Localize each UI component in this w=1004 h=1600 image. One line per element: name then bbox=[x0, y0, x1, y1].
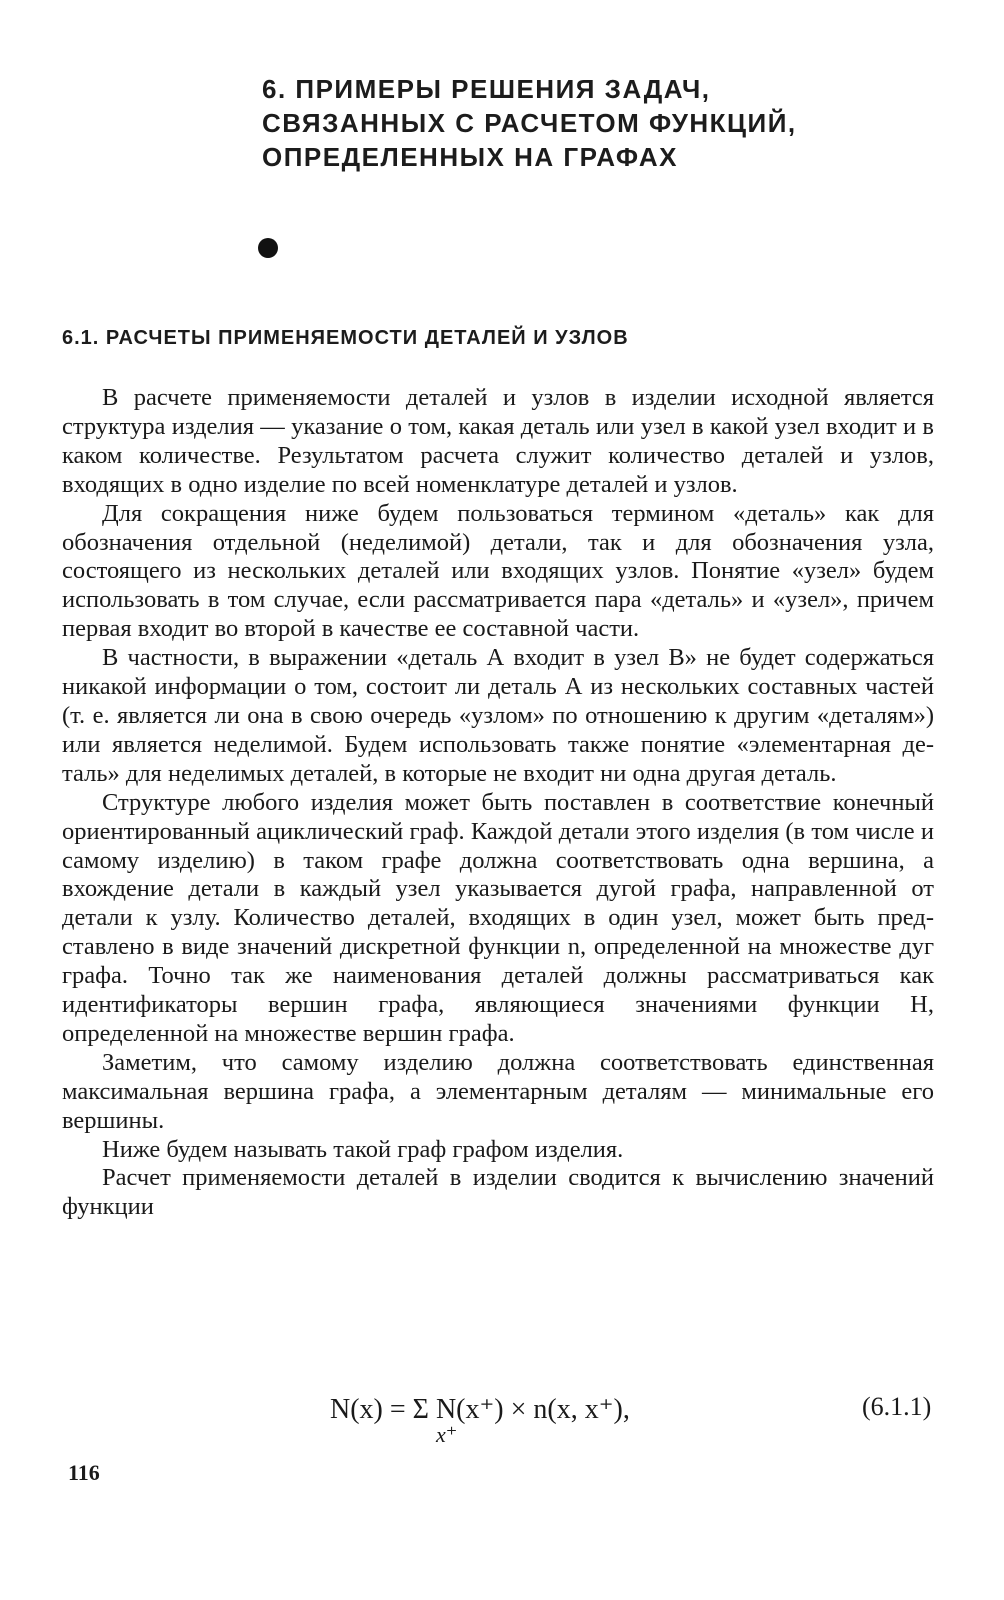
chapter-title-line-3: ОПРЕДЕЛЕННЫХ НА ГРАФАХ bbox=[262, 142, 678, 172]
body-text bbox=[62, 384, 934, 1222]
section-heading: 6.1. РАСЧЕТЫ ПРИМЕНЯЕМОСТИ ДЕТАЛЕЙ И УЗЛОВ bbox=[62, 327, 629, 349]
equation-sum-subscript: x⁺ bbox=[436, 1422, 458, 1447]
paragraph: В частности, в выражении «деталь А входит в узел В» не будет содержаться никакой информации о том, состоит ли деталь А из нескольких составных частей (т. е. является ли она в свою очередь «узлом» по отношению к другим «деталям») или является неделимой. Будем использовать также понятие «элементарная деталь» для неделимых деталей, в которые не входит ни одна другая деталь. bbox=[62, 644, 934, 787]
bullet-dot-icon bbox=[258, 238, 278, 258]
chapter-title-line-1: 6. ПРИМЕРЫ РЕШЕНИЯ ЗАДАЧ, bbox=[262, 74, 711, 104]
paragraph: Для сокращения ниже будем пользоваться термином «деталь» как для обозначения отдельной (неделимой) детали, так и для обозначения узла, состоящего из нескольких деталей или входящих узлов. Понятие «узел» будем использовать в том случае, если рассматривается пара «деталь» и «узел», причем первая входит во второй в качестве ее составной части. bbox=[62, 499, 934, 643]
equation-formula: N(x) = Σ N(x⁺) × n(x, x⁺), bbox=[330, 1394, 630, 1425]
paragraph: В расчете применяемости деталей и узлов в изделии исходной является структура изделия — указание о том, какая деталь или узел в какой узел входит и в каком количестве. Результатом расчета служит количество деталей и узлов, входящих в одно изделие по всей номенклатуре деталей и узлов. bbox=[62, 384, 934, 498]
paragraph: Заметим, что самому изделию должна соответствовать единственная максимальная вершина графа, а элементарным деталям — минимальные его вершины. bbox=[62, 1048, 934, 1134]
chapter-title bbox=[262, 72, 822, 174]
paragraph: Расчет применяемости деталей в изделии сводится к вычислению значений функции bbox=[62, 1164, 934, 1221]
paragraph: Структуре любого изделия может быть поставлен в соответствие конечный ориентированный ациклический граф. Каждой детали этого изделия (в том числе и самому изделию) в таком графе должна соответствовать одна вершина, а вхождение детали в каждый узел указывается дугой графа, направленной от детали к узлу. Количество деталей, входящих в один узел, может быть представлено в виде значений дискретной функции n, определенной на множестве дуг графа. Точно так же наименования деталей должны рассматриваться как идентификаторы вершин графа, являющиеся значениями функции H, определенной на множестве вершин графа. bbox=[62, 788, 934, 1047]
equation-number: (6.1.1) bbox=[862, 1392, 932, 1421]
paragraph: Ниже будем называть такой граф графом изделия. bbox=[102, 1135, 624, 1163]
equation-6-1-1 bbox=[0, 1392, 1004, 1462]
chapter-title-line-2: СВЯЗАННЫХ С РАСЧЕТОМ ФУНКЦИЙ, bbox=[262, 108, 797, 138]
page-number: 116 bbox=[68, 1460, 100, 1485]
